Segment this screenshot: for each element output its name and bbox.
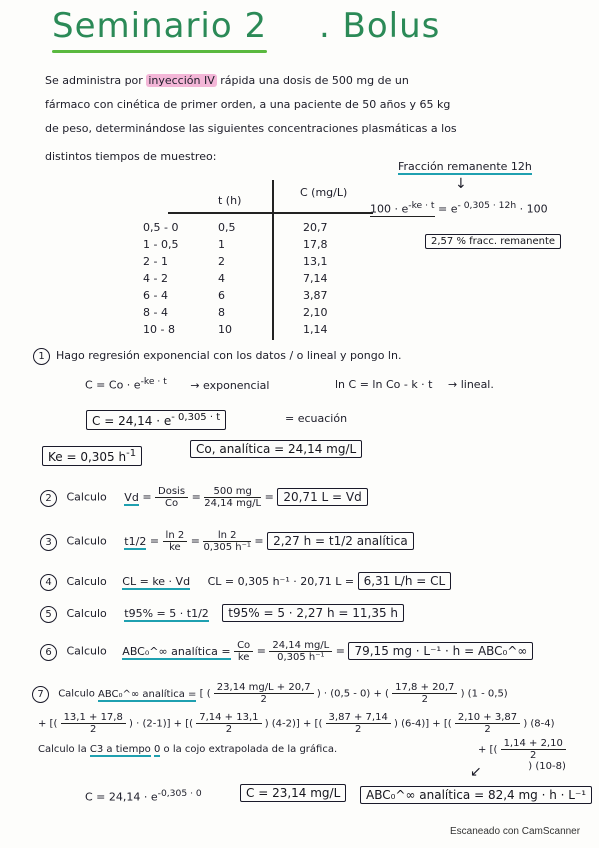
step2-row: 2 Calculo Vd = $\frac{\text{Dosis}}{Co}$ = $\frac{500 mg}{24,14 mg/L}$ = 20,71 L = Vd [40,486,368,509]
step7-note [38,744,337,755]
step1-number: 1 [33,348,50,365]
table-cell-interval: 10 - 8 [143,323,175,336]
step7-line1 [32,682,508,705]
step7-frac1 [214,682,314,705]
fraction-label [398,160,532,173]
step3-label: Calculo [66,534,107,548]
frac-num: ln 2 [203,530,250,542]
abc-analytic-result-box: 79,15 mg · L⁻¹ · h = ABC₀^∞ [348,642,533,660]
table-cell-time: 10 [218,323,232,336]
step1-text: Hago regresión exponencial con los datos / o lineal y pongo ln. [56,349,402,362]
scanner-watermark: Escaneado con CamScanner [450,826,581,837]
frac-den: 24,14 mg/L [204,498,262,509]
time-column [218,219,236,338]
table-v-rule [272,180,274,340]
note-text: o la cojo extrapolada de la gráfica. [160,744,338,755]
step7-frac7 [501,738,566,761]
table-cell-time: 2 [218,255,225,268]
table-cell-concentration: 2,10 [303,306,328,319]
frac-num: 23,14 mg/L + 20,7 [214,682,314,694]
step5-row [40,604,404,623]
intro-text: Se administra por [45,74,147,87]
c0-eq-base: C = 24,14 · e [85,790,158,804]
t-half-result-box: 2,27 h = t1/2 analítica [267,532,414,550]
frac-den: 2 [355,724,362,735]
table-cell-interval: 6 - 4 [143,289,168,302]
frac-num: Dosis [155,486,188,498]
equation-box [86,410,226,430]
frac-num: 24,14 mg/L [269,640,332,652]
fraction-right-tail: · 100 [519,202,548,216]
frac-num: 17,8 + 20,7 [392,682,457,694]
frac-den: 2 [225,724,233,735]
concentration-column [303,219,328,338]
table-cell-interval: 1 - 0,5 [143,238,179,251]
note-highlight-zero: 0 [153,744,161,755]
step6-row: 6 Calculo ABC₀^∞ analítica = $\frac{Co}{ke}$ = $\frac{24,14 mg/L}{\text{0,305 h⁻¹}}$ = 79,15 mg · L⁻¹ · h = ABC₀^∞ [40,640,533,663]
note-highlight: C3 a tiempo [89,744,151,755]
step3-var: t1/2 [124,534,147,548]
step4-row [40,572,451,591]
frac-den: 2 [530,750,537,761]
intro-line1 [45,74,409,87]
step7-frac5 [326,712,391,735]
note-text: Calculo la [38,744,90,755]
step3-row: 3 Calculo t1/2 = $\frac{\ln 2}{ke}$ = $\frac{\ln 2}{\text{0,305 h⁻¹}}$ = 2,27 h = t1/2 analítica [40,530,414,553]
ke-text: Ke = 0,305 h [48,450,127,464]
step2-frac1 [155,486,188,509]
highlight-iv: inyección IV [148,74,215,87]
step7-text: ) (6-4)] + [( [394,718,452,730]
step7-text: ) (4-2)] + [( [264,718,323,730]
table-cell-concentration: 3,87 [303,289,328,302]
eq-lin-text: ln C = ln Co - k · t [335,378,433,391]
step5-label: Calculo [66,607,107,620]
step2-eq: = [142,490,152,504]
frac-den: ke [169,542,181,553]
co-box: Co, analítica = 24,14 mg/L [190,440,362,458]
fraction-right-exp: - 0,305 · 12h [457,200,517,211]
step2-var: Vd [124,490,139,504]
eq-exp-sup: -ke · t [140,376,167,387]
table-header-t: t (h) [218,194,242,207]
step3-frac1 [163,530,188,553]
intro-line3: de peso, determinándose las siguientes concentraciones plasmáticas a los [45,122,457,135]
table-cell-concentration: 17,8 [303,238,328,251]
step7-label: Calculo [58,688,95,700]
step7-frac6 [455,712,520,735]
frac-den: Co [164,498,179,509]
step2-label: Calculo [66,490,107,504]
table-cell-interval: 2 - 1 [143,255,168,268]
c0-eq-sup: -0,305 · 0 [157,788,202,799]
intro-line4: distintos tiempos de muestreo: [45,150,217,163]
step1-eq-lin [335,378,494,391]
intro-line2: fármaco con cinética de primer orden, a una paciente de 50 años y 65 kg [45,98,451,111]
step7-text: ) · (2-1)] + [( [129,718,194,730]
frac-den: 0,305 h⁻¹ [277,652,325,663]
step3-number: 3 [40,534,57,551]
step4-calc: CL = 0,305 h⁻¹ · 20,71 L = [207,575,355,588]
step6-number: 6 [40,644,57,661]
vd-result-box: 20,71 L = Vd [277,488,367,506]
step7-line2 [38,712,555,735]
fraction-left [370,200,435,217]
frac-num: 7,14 + 13,1 [196,712,261,724]
frac-num: 1,14 + 2,10 [501,738,566,750]
fraction-result-box: 2,57 % fracc. remanente [425,234,561,249]
frac-den: 2 [484,724,491,735]
intervals-column [143,219,178,338]
ke-sup: -1 [126,448,137,459]
step4-number: 4 [40,574,57,591]
table-header-c: C (mg/L) [300,186,348,199]
step3-eq: = [149,534,160,548]
table-cell-time: 0,5 [218,221,236,234]
fraction-left-base: 100 · e [370,202,409,216]
step7-frac4 [196,712,261,735]
frac-num: 2,10 + 3,87 [455,712,520,724]
down-arrow-icon: ↓ [455,176,467,192]
step7-text: ) (10-8) [528,761,566,772]
step7-text: ) (8-4) [523,718,555,730]
step7-expr: ABC₀^∞ analítica = [98,688,197,700]
title-underline [52,50,267,53]
intro-text: rápida una dosis de 500 mg de un [216,74,409,87]
c0-result-box: C = 23,14 mg/L [240,784,346,802]
fraction-formula [370,200,548,217]
step1-eq-exp [85,376,269,392]
frac-num: 500 mg [204,486,261,498]
table-cell-time: 6 [218,289,225,302]
table-cell-time: 4 [218,272,225,285]
step4-expr: CL = ke · Vd [122,575,191,588]
frac-den: 2 [421,694,428,705]
table-cell-time: 1 [218,238,225,251]
down-arrow-icon: ↙ [470,764,482,780]
step6-frac1 [234,640,253,663]
fraction-left-exp: -ke · t [408,200,435,211]
eq-lin-label: → lineal. [448,378,494,391]
abc-final-result-box: ABC₀^∞ analítica = 82,4 mg · h · L⁻¹ [360,786,592,804]
frac-num: 13,1 + 17,8 [61,712,126,724]
frac-num: ln 2 [163,530,188,542]
step7-frac3 [61,712,126,735]
equation-label: = ecuación [285,412,348,425]
step3-frac2 [203,530,250,553]
cl-result-box: 6,31 L/h = CL [358,572,452,590]
table-cell-concentration: 13,1 [303,255,328,268]
page-title [52,6,440,46]
frac-den: ke [237,652,250,663]
table-cell-interval: 8 - 4 [143,306,168,319]
step7-frac2 [392,682,457,705]
step7-text: ) · (0,5 - 0) + ( [316,688,389,700]
step5-number: 5 [40,606,57,623]
fraction-eq: = [438,202,448,216]
title-part2: . Bolus [318,6,441,46]
step6-expr: ABC₀^∞ analítica = [122,644,231,658]
fraction-right-base: e [450,202,458,216]
step2-number: 2 [40,490,57,507]
frac-num: Co [234,640,253,652]
table-cell-interval: 4 - 2 [143,272,168,285]
step6-label: Calculo [66,644,107,658]
t95-result-box: t95% = 5 · 2,27 h = 11,35 h [222,604,404,622]
step7-last-term [478,738,566,772]
frac-den: 2 [90,724,97,735]
step2-frac2 [204,486,261,509]
step7-number: 7 [32,686,49,703]
eq-exp-base: C = Co · e [85,378,141,392]
table-cell-concentration: 7,14 [303,272,328,285]
table-cell-concentration: 1,14 [303,323,328,336]
eq-exp-label: → exponencial [190,378,270,392]
table-cell-concentration: 20,7 [303,221,328,234]
step4-label: Calculo [66,575,107,588]
step6-frac2 [269,640,332,663]
step7-text: ) (1 - 0,5) [460,688,508,700]
fraction-label-text: Fracción remanente 12h [398,160,532,173]
box-eq-base: C = 24,14 · e [92,414,172,428]
frac-num: 3,87 + 7,14 [326,712,391,724]
title-part1: Seminario 2 [52,6,268,46]
table-h-rule [168,212,373,214]
table-cell-interval: 0,5 - 0 [143,221,179,234]
frac-den: 0,305 h⁻¹ [203,542,251,553]
step5-expr: t95% = 5 · t1/2 [124,607,209,620]
frac-den: 2 [260,694,267,705]
step1-header [33,348,401,365]
table-cell-time: 8 [218,306,225,319]
step7-text: + [( [38,718,58,730]
step7-text: + [( [478,744,498,756]
step7-text: [ ( [199,688,211,700]
box-eq-sup: - 0,305 · t [171,412,221,423]
c0-equation [85,788,202,804]
ke-box [42,446,142,466]
